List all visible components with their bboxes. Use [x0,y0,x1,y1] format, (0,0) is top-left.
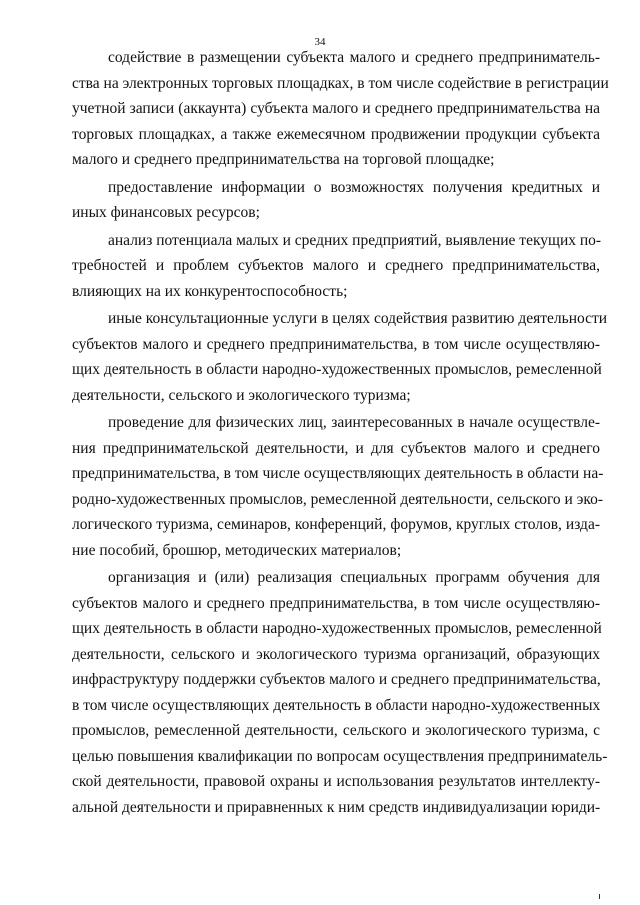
text-line: инфраструктуру поддержки субъектов малого и среднего предпринимательства, [72,671,601,688]
text-line: логического туризма, семинаров, конференций, форумов, круглых столов, изда- [72,516,600,533]
text-line: торговых площадках, а также ежемесячном продвижении продукции субъекта [72,125,600,143]
text-line: щих деятельность в области народно-художественных промыслов, ремесленной [72,361,602,378]
text-line: целью повышения квалификации по вопросам осуществления предпринимatель- [72,747,608,765]
text-line: деятельности, сельского и экологического туризма; [72,386,411,404]
text-line: альной деятельности и приравненных к ним средств индивидуализации юриди- [72,798,601,816]
text-line: иных финансовых ресурсов; [72,204,260,221]
paragraph-2 [72,175,600,226]
text-line: предоставление информации о возможностях получения кредитных и [108,178,600,196]
text-line: ния предпринимательской деятельности, и для субъектов малого и среднего [72,439,600,457]
text-line: ние пособий, брошюр, методических материалов; [72,541,402,559]
text-line: ской деятельности, правовой охраны и использования результатов интеллекту- [72,773,600,790]
text-line: родно-художественных промыслов, ремесленной деятельности, сельского и эко- [72,490,604,508]
text-line: содействие в размещении субъекта малого и среднего предприниматель- [108,49,600,66]
paragraph-6 [72,565,608,820]
text-line: иные консультационные услуги в целях содействия развитию деятельности [108,310,608,327]
text-line: учетной записи (аккаунта) субъекта малого и среднего предпринимательства на [72,100,600,117]
text-line: предпринимательства, в том числе осуществляющих деятельность в области на- [72,465,604,482]
text-line: влияющих на их конкурентоспособность; [72,282,348,300]
document-body [72,45,609,820]
text-line: организация и (или) реализация специальных программ обучения для [108,569,600,586]
text-line: малого и среднего предпринимательства на торговой площадке; [72,151,495,168]
page-number: 34 [314,36,326,48]
paragraph-4 [72,306,608,408]
text-line: требностей и проблем субъектов малого и среднего предпринимательства, [72,257,600,274]
scan-mark [599,894,600,899]
text-line: проведение для физических лиц, заинтересованных в начале осуществле- [108,414,600,431]
text-line: ства на электронных торговых площадках, в том числе содействие в регистрации [72,74,609,92]
text-line: субъектов малого и среднего предпринимательства, в том числе осуществляю- [72,594,600,612]
text-line: деятельности, сельского и экологического туризма организаций, образующих [72,645,600,663]
text-line: субъектов малого и среднего предпринимательства, в том числе осуществляю- [72,335,600,353]
paragraph-5 [72,410,604,563]
text-line: промыслов, ремесленной деятельности, сельского и экологического туризма, с [72,722,600,739]
text-line: щих деятельность в области народно-художественных промыслов, ремесленной [72,620,602,637]
paragraph-3 [72,228,600,305]
text-line: анализ потенциала малых и средних предприятий, выявление текущих по- [108,231,602,249]
text-line: в том числе осуществляющих деятельность в области народно-художественных [72,696,601,714]
paragraph-1 [72,45,609,173]
